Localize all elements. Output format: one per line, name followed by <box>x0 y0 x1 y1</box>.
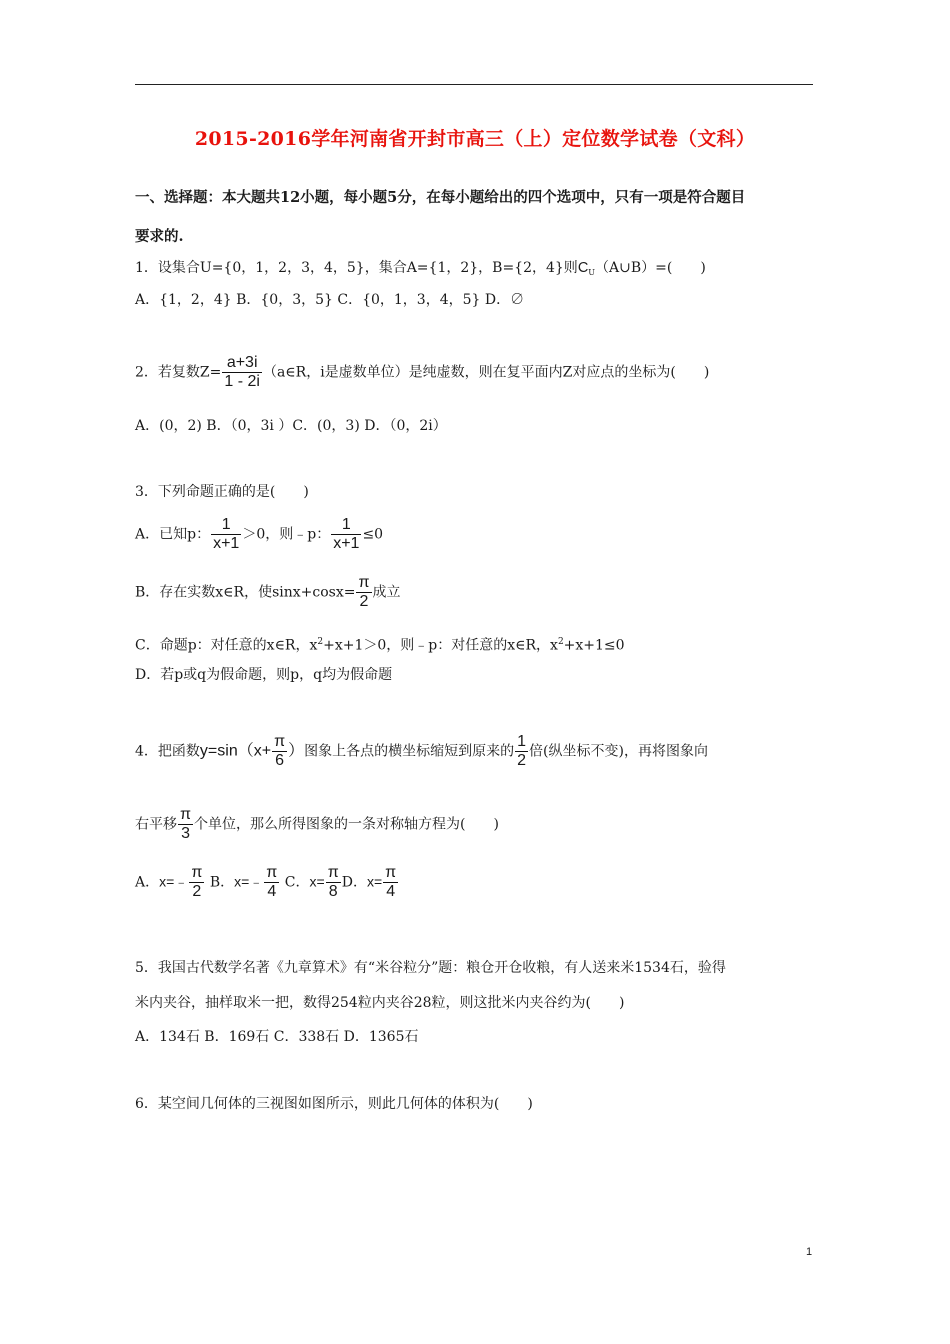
header-rule <box>135 84 813 85</box>
section-heading-line1: 一、选择题：本大题共12小题，每小题5分，在每小题给出的四个选项中，只有一项是符合题目 <box>135 189 746 206</box>
complement-symbol: C <box>577 260 589 276</box>
q3-a-fraction-1: $\frac{1}{x+1}$ <box>213 516 240 552</box>
q4-option-c-fraction: $\frac{\pi}{8}$ <box>327 864 339 900</box>
q5-options: A．134石 B．169石 C．338石 D．1365石 <box>135 1029 419 1045</box>
q6-stem: 6．某空间几何体的三视图如图所示，则此几何体的体积为( ) <box>135 1096 533 1112</box>
q4-stem-line1: 4．把函数y=sin（x+ $\frac{\pi}{6}$ ）图象上各点的横坐标缩短到原来的 $\frac{1}{2}$ 倍(纵坐标不变)，再将图象向 <box>135 733 708 769</box>
q3-option-c: C．命题p：对任意的x∈R，$x^2+x+1>0$，则﹣p：对任意的x∈R，$x^2+x+1\le 0$ <box>135 637 625 654</box>
q2-fraction: $\frac{a+3i}{1 - 2i}$ <box>224 354 260 390</box>
q2-options: A．(0，2) B．（0，3i ）C．(0，3) D．（0，2i） <box>135 418 447 434</box>
q4-shift-fraction: $\frac{\pi}{3}$ <box>180 806 192 842</box>
q3-option-b: B．存在实数x∈R，使sinx+cosx= $\frac{\pi}{2}$ 成立 <box>135 574 401 610</box>
q1-stem: 1．设集合U={0，1，2，3，4，5}，集合A={1，2}，B={2，4}则$C_U(A\cup B)=$( ) <box>135 260 706 277</box>
q4-option-d-fraction: $\frac{\pi}{4}$ <box>385 864 397 900</box>
q4-function: y=sin（x+ <box>199 742 272 760</box>
page-title: 2015-2016学年河南省开封市高三（上）定位数学试卷（文科） <box>194 128 756 150</box>
q5-stem-line2: 米内夹谷，抽样取米一把，数得254粒内夹谷28粒，则这批米内夹谷约为( ) <box>135 995 625 1011</box>
q4-options: A．x=﹣ $\frac{\pi}{2}$ B．x=﹣ $\frac{\pi}{4}$ C．x= $\frac{\pi}{8}$ D．x= $\frac{\pi}{4}$ <box>135 864 397 900</box>
page-number: 1 <box>806 1246 813 1258</box>
q4-phase-fraction: $\frac{\pi}{6}$ <box>274 733 286 769</box>
q4-stem-line2: 右平移 $\frac{\pi}{3}$ 个单位，那么所得图象的一条对称轴方程为( ) <box>135 806 499 842</box>
q2-stem: 2．若复数Z= $\frac{a+3i}{1 - 2i}$ （a∈R，i是虚数单位）是纯虚数，则在复平面内Z对应点的坐标为( ) <box>135 354 710 390</box>
q3-stem: 3．下列命题正确的是( ) <box>135 484 309 500</box>
q1-options: A．{1，2，4} B．{0，3，5} C．{0，1，3，4，5} D．∅ <box>135 292 525 308</box>
q3-option-d: D．若p或q为假命题，则p，q均为假命题 <box>135 667 393 683</box>
q3-b-fraction: $\frac{\pi}{2}$ <box>358 574 370 610</box>
q3-option-a: A．已知p： $\frac{1}{x+1}$ ＞0，则﹣p： $\frac{1}{x+1}$ ≤0 <box>135 516 384 552</box>
q4-option-a-fraction: $\frac{\pi}{2}$ <box>191 864 203 900</box>
q3-a-fraction-2: $\frac{1}{x+1}$ <box>333 516 360 552</box>
section-heading-line2: 要求的. <box>135 228 184 245</box>
q5-stem-line1: 5．我国古代数学名著《九章算术》有“米谷粒分”题：粮仓开仓收粮，有人送来米1534石，验得 <box>135 960 726 976</box>
q4-option-b-fraction: $\frac{\pi}{4}$ <box>266 864 278 900</box>
q4-half-fraction: $\frac{1}{2}$ <box>517 733 527 769</box>
